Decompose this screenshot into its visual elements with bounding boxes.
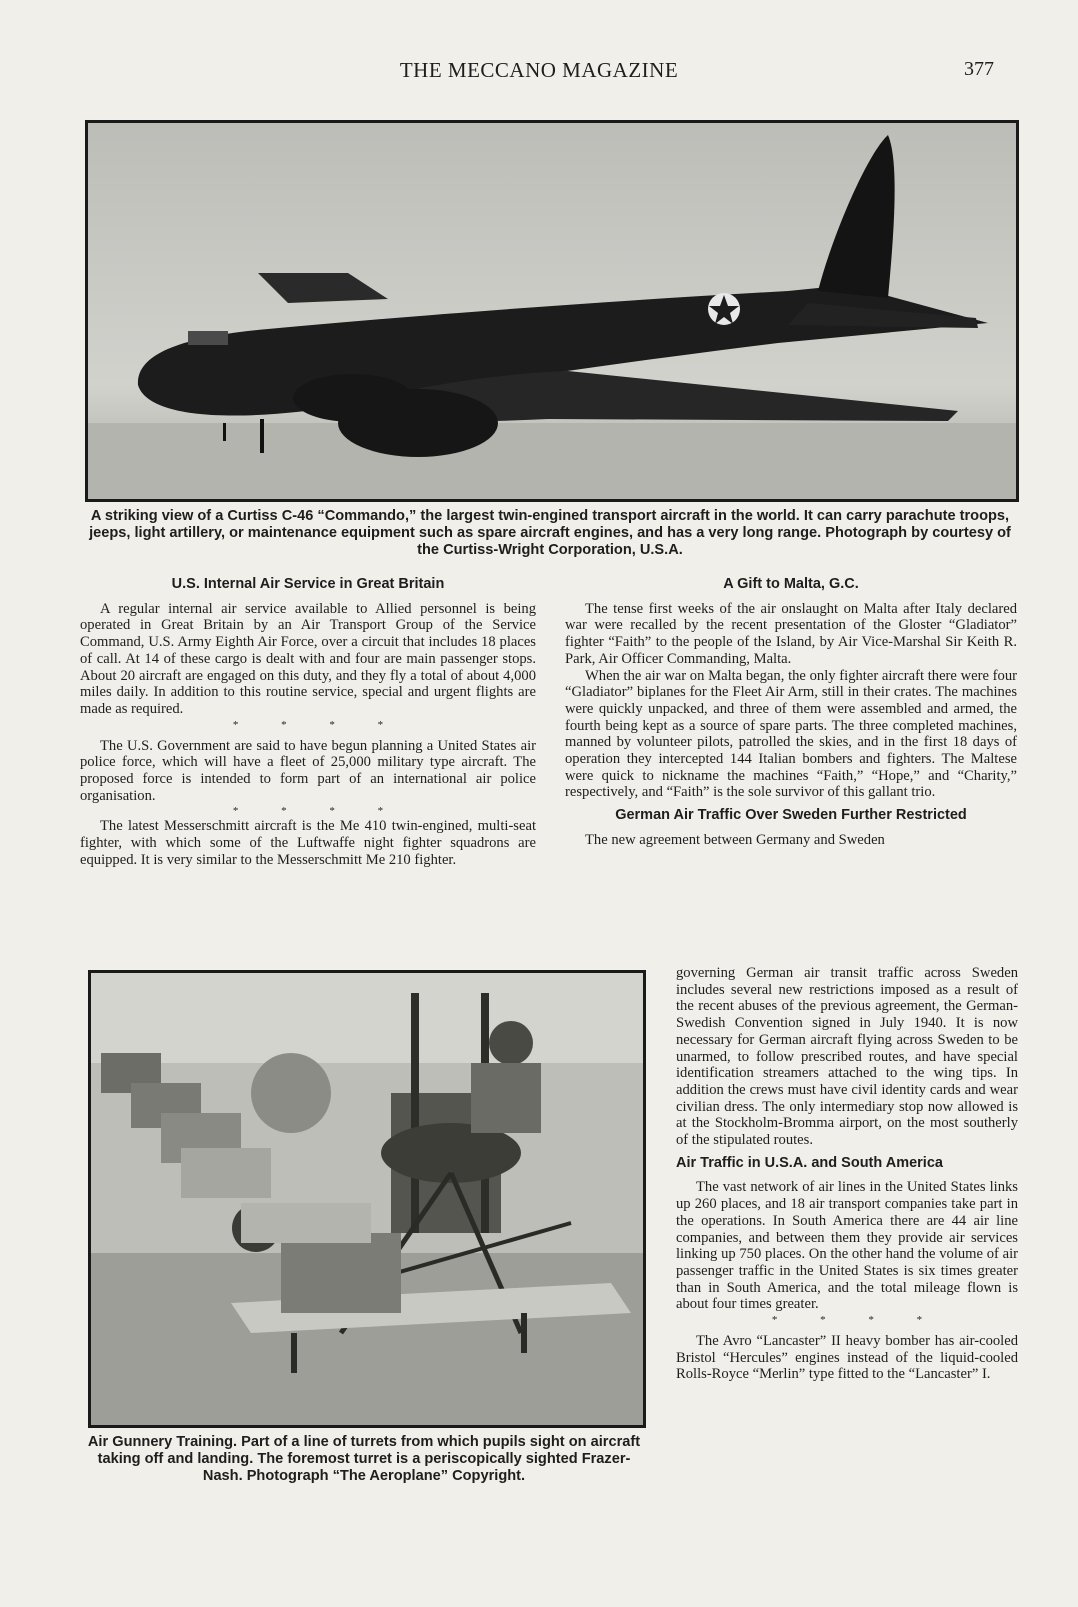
- section-separator: * * * *: [232, 718, 404, 731]
- article-paragraph: The vast network of air lines in the United States links up 260 places, and 18 air transport companies take part in the operations. In South America there are 44 air line companies, and between them they provide air services linking up 750 places. On the other hand the volume of air passenger traffic in the United States is six times greater than in South America, and the total mileage flown is about four times greater.: [676, 1179, 1018, 1313]
- right-column-top: [565, 576, 1017, 849]
- photo-gunnery-turrets: [88, 970, 646, 1428]
- article-paragraph: A regular internal air service available to Allied personnel is being operated in Great Britain by an Air Transport Group of the Service Command, U.S. Army Eighth Air Force, over a circuit that includes 18 places of call. At 14 of these cargo is dealt with and four are main passenger stops. About 20 aircraft are engaged on this duty, and they fly a total of about 4,000 miles daily. In addition to this routine service, special and urgent flights are made as required.: [80, 600, 536, 717]
- section-separator: * * * *: [232, 805, 404, 818]
- photo-caption-gunnery: Air Gunnery Training. Part of a line of turrets from which pupils sight on aircraft taking off and landing. The foremost turret is a periscopically sighted Frazer-Nash. Photograph “The Aeroplane” Copyright.: [87, 1434, 641, 1484]
- section-separator: * * * *: [771, 1314, 943, 1327]
- magazine-title: THE MECCANO MAGAZINE: [399, 58, 679, 82]
- photo-caption-curtiss: A striking view of a Curtiss C-46 “Commando,” the largest twin-engined transport aircraft in the world. It can carry parachute troops, jeeps, light artillery, or maintenance equipment such as spare aircraft engines, and has a very long range. Photograph by courtesy of the Curtiss-Wright Corporation, U.S.A.: [89, 508, 1011, 558]
- article-paragraph: When the air war on Malta began, the only fighter aircraft there were four “Gladiator” biplanes for the Fleet Air Arm, still in their crates. The machines were quickly unpacked, and three of them were assembled and armed, the fourth being kept as a source of spare parts. The three completed machines, manned by volunteer pilots, patrolled the skies, and in the first 18 days of operation they intercepted 144 Italian bombers and fighters. The Maltese were quick to nickname the machines “Faith,” “Hope,” and “Charity,” respectively, and “Faith” is the sole survivor of this gallant trio.: [565, 667, 1017, 801]
- article-paragraph: The Avro “Lancaster” II heavy bomber has air-cooled Bristol “Hercules” engines instead of the liquid-cooled Rolls-Royce “Merlin” type fitted to the “Lancaster” I.: [676, 1333, 1018, 1383]
- running-head: [0, 58, 1078, 90]
- article-heading-gift-to-malta: A Gift to Malta, G.C.: [723, 576, 859, 592]
- article-heading-us-south-america: Air Traffic in U.S.A. and South America: [676, 1154, 943, 1171]
- article-heading-us-air-service: U.S. Internal Air Service in Great Britain: [171, 576, 445, 592]
- turret-photo-illustration: [91, 973, 643, 1425]
- article-paragraph: The U.S. Government are said to have begun planning a United States air police force, which will have a fleet of 25,000 military type aircraft. The proposed force is intended to form part of an international air police organisation.: [80, 737, 536, 804]
- photo-curtiss-c46: [85, 120, 1019, 502]
- right-column-bottom: [676, 965, 1018, 1383]
- page-number: 377: [964, 58, 994, 80]
- article-paragraph: governing German air transit traffic across Sweden includes several new restrictions imposed as a result of the recent abuses of the previous agreement, the German-Swedish Convention signed in July 1940. It is now necessary for German aircraft flying across Sweden to be unarmed, to follow prescribed routes, and have special identification streamers attached to the wing tips. In addition the crews must have civil identity cards and wear civilian dress. The only intermediary stop now allowed is at the Stockholm-Bromma airport, on the most southerly of the stipulated routes.: [676, 965, 1018, 1149]
- article-paragraph: The latest Messerschmitt aircraft is the Me 410 twin-engined, multi-seat fighter, with which some of the Luftwaffe night fighter squadrons are equipped. It is very similar to the Messerschmitt Me 210 fighter.: [80, 818, 536, 868]
- article-paragraph-lead: The new agreement between Germany and Sweden: [585, 831, 885, 848]
- article-paragraph: The tense first weeks of the air onslaught on Malta after Italy declared war were recalled by the recent presentation of the Gloster “Gladiator” fighter “Faith” to the people of the Island, by Air Vice-Marshal Sir Keith R. Park, Air Officer Commanding, Malta.: [565, 600, 1017, 667]
- left-column: [80, 576, 536, 869]
- article-heading-german-air-traffic: German Air Traffic Over Sweden Further Restricted: [615, 807, 967, 824]
- aircraft-photo-illustration: [88, 123, 1016, 499]
